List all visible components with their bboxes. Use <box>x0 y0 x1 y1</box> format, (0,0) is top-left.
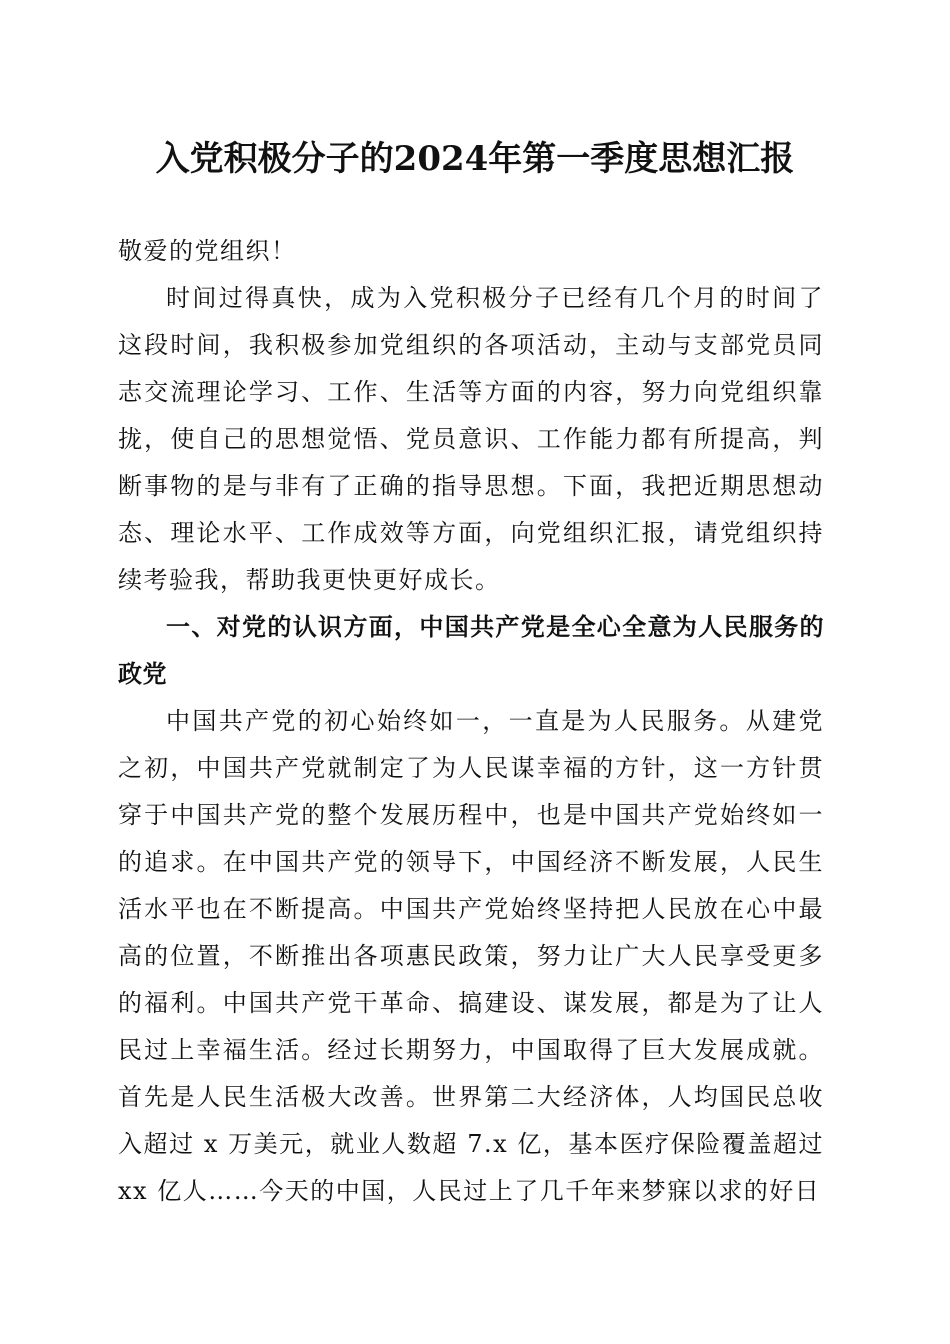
document-title: 入党积极分子的2024年第一季度思想汇报 <box>155 139 795 179</box>
document-body <box>118 228 824 1215</box>
salutation: 敬爱的党组织！ <box>118 237 297 265</box>
paragraph-section-1: 中国共产党的初心始终如一，一直是为人民服务。从建党之初，中国共产党就制定了为人民谋幸福的方针，这一方针贯穿于中国共产党的整个发展历程中，也是中国共产党始终如一的追求。在中国共产党的领导下，中国经济不断发展，人民生活水平也在不断提高。中国共产党始终坚持把人民放在心中最高的位置，不断推出各项惠民政策，努力让广大人民享受更多的福利。中国共产党干革命、搞建设、谋发展，都是为了让人民过上幸福生活。经过长期努力，中国取得了巨大发展成就。首先是人民生活极大改善。世界第二大经济体，人均国民总收入超过 x 万美元，就业人数超 7.x 亿，基本医疗保险覆盖超过 xx 亿人……今天的中国，人民过上了几千年来梦寐以求的好日 <box>118 707 824 1205</box>
paragraph-intro: 时间过得真快，成为入党积极分子已经有几个月的时间了这段时间，我积极参加党组织的各项活动，主动与支部党员同志交流理论学习、工作、生活等方面的内容，努力向党组织靠拢，使自己的思想觉悟、党员意识、工作能力都有所提高，判断事物的是与非有了正确的指导思想。下面，我把近期思想动态、理论水平、工作成效等方面，向党组织汇报，请党组织持续考验我，帮助我更快更好成长。 <box>118 284 824 594</box>
section-heading-1: 一、对党的认识方面，中国共产党是全心全意为人民服务的政党 <box>118 613 824 688</box>
